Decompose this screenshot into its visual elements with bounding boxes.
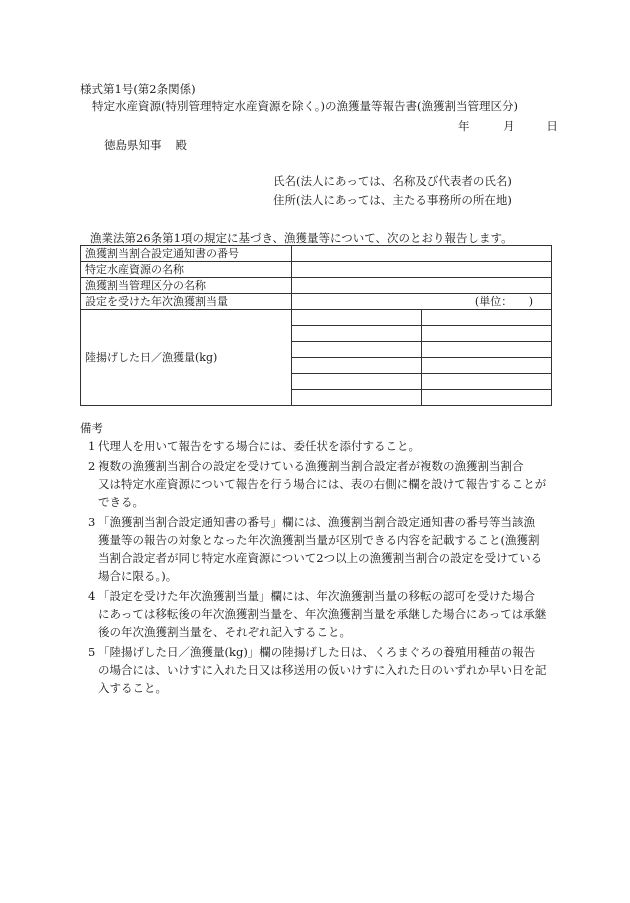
table-row [81,310,552,326]
reporter-name-line: 氏名(法人にあっては、名称及び代表者の氏名) [273,174,512,188]
note-line: 「漁獲割当割合設定通知書の番号」欄には、漁獲割当割合設定通知書の番号等当該漁 [98,515,535,529]
input-landing-date[interactable] [292,326,422,342]
date-month-label: 月 [503,119,515,133]
date-line [458,121,558,133]
form-number: 様式第1号(第2条関係) [80,82,196,96]
addressee-name: 徳島県知事 [104,138,162,152]
honorific: 殿 [175,138,187,152]
row-label-landing-date-catch: 陸揚げした日／漁獲量(kg) [81,310,292,406]
input-catch-amount[interactable] [422,310,552,326]
note-number: 2 [88,459,96,473]
addressee [104,140,187,152]
input-landing-date[interactable] [292,358,422,374]
input-catch-amount[interactable] [422,390,552,406]
note-line: 「陸揚げした日／漁獲量(kg)」欄の陸揚げした日は、くろまぐろの養殖用種苗の報告 [98,645,536,659]
input-landing-date[interactable] [292,342,422,358]
table-row [81,246,552,262]
reporter-address-line: 住所(法人にあっては、主たる事務所の所在地) [273,193,512,207]
note-number: 1 [88,439,96,453]
unit-label[interactable]: (単位： ) [292,294,552,310]
note-line: の場合には、いけすに入れた日又は移送用の仮いけすに入れた日のいずれか早い日を記 [98,663,547,677]
input-resource-name[interactable] [292,262,552,278]
note-line: 獲量等の報告の対象となった年次漁獲割当量が区別できる内容を記載すること(漁獲割 [98,533,540,547]
report-table [80,245,552,406]
date-day-label: 日 [546,119,558,133]
table-row [81,262,552,278]
note-line: 当割合設定者が同じ特定水産資源について2つ以上の漁獲割当割合の設定を受けている [98,551,543,565]
note-line: にあっては移転後の年次漁獲割当量を、年次漁獲割当量を承継した場合にあっては承継 [98,607,547,621]
row-label-annual-quota: 設定を受けた年次漁獲割当量 [81,294,292,310]
note-line: 「設定を受けた年次漁獲割当量」欄には、年次漁獲割当量の移転の認可を受けた場合 [98,589,535,603]
input-catch-amount[interactable] [422,358,552,374]
table-row [81,294,552,310]
row-label-resource-name: 特定水産資源の名称 [81,262,292,278]
document-title: 特定水産資源(特別管理特定水産資源を除く。)の漁獲量等報告書(漁獲割当管理区分) [92,99,518,113]
note-line: 場合に限る。)。 [98,569,178,583]
note-number: 4 [88,589,96,603]
notes-heading: 備考 [80,421,103,435]
input-catch-amount[interactable] [422,374,552,390]
input-catch-amount[interactable] [422,342,552,358]
note-line: 入すること。 [98,681,167,695]
note-line: 複数の漁獲割当割合の設定を受けている漁獲割当割合設定者が複数の漁獲割当割合 [98,459,524,473]
input-catch-amount[interactable] [422,326,552,342]
date-year-label: 年 [458,119,470,133]
input-landing-date[interactable] [292,310,422,326]
note-number: 3 [88,515,96,529]
note-number: 5 [88,645,96,659]
row-label-management-area: 漁獲割当管理区分の名称 [81,278,292,294]
table-row [81,278,552,294]
note-line: できる。 [98,495,144,509]
input-management-area[interactable] [292,278,552,294]
note-line: 後の年次漁獲割当量を、それぞれ記入すること。 [98,625,351,639]
note-line: 代理人を用いて報告をする場合には、委任状を添付すること。 [98,439,420,453]
row-label-notice-number: 漁獲割当割合設定通知書の番号 [81,246,292,262]
input-notice-number[interactable] [292,246,552,262]
intro-statement: 漁業法第26条第1項の規定に基づき、漁獲量等について、次のとおり報告します。 [90,231,513,245]
input-landing-date[interactable] [292,390,422,406]
input-landing-date[interactable] [292,374,422,390]
note-line: 又は特定水産資源について報告を行う場合には、表の右側に欄を設けて報告することが [98,477,547,491]
